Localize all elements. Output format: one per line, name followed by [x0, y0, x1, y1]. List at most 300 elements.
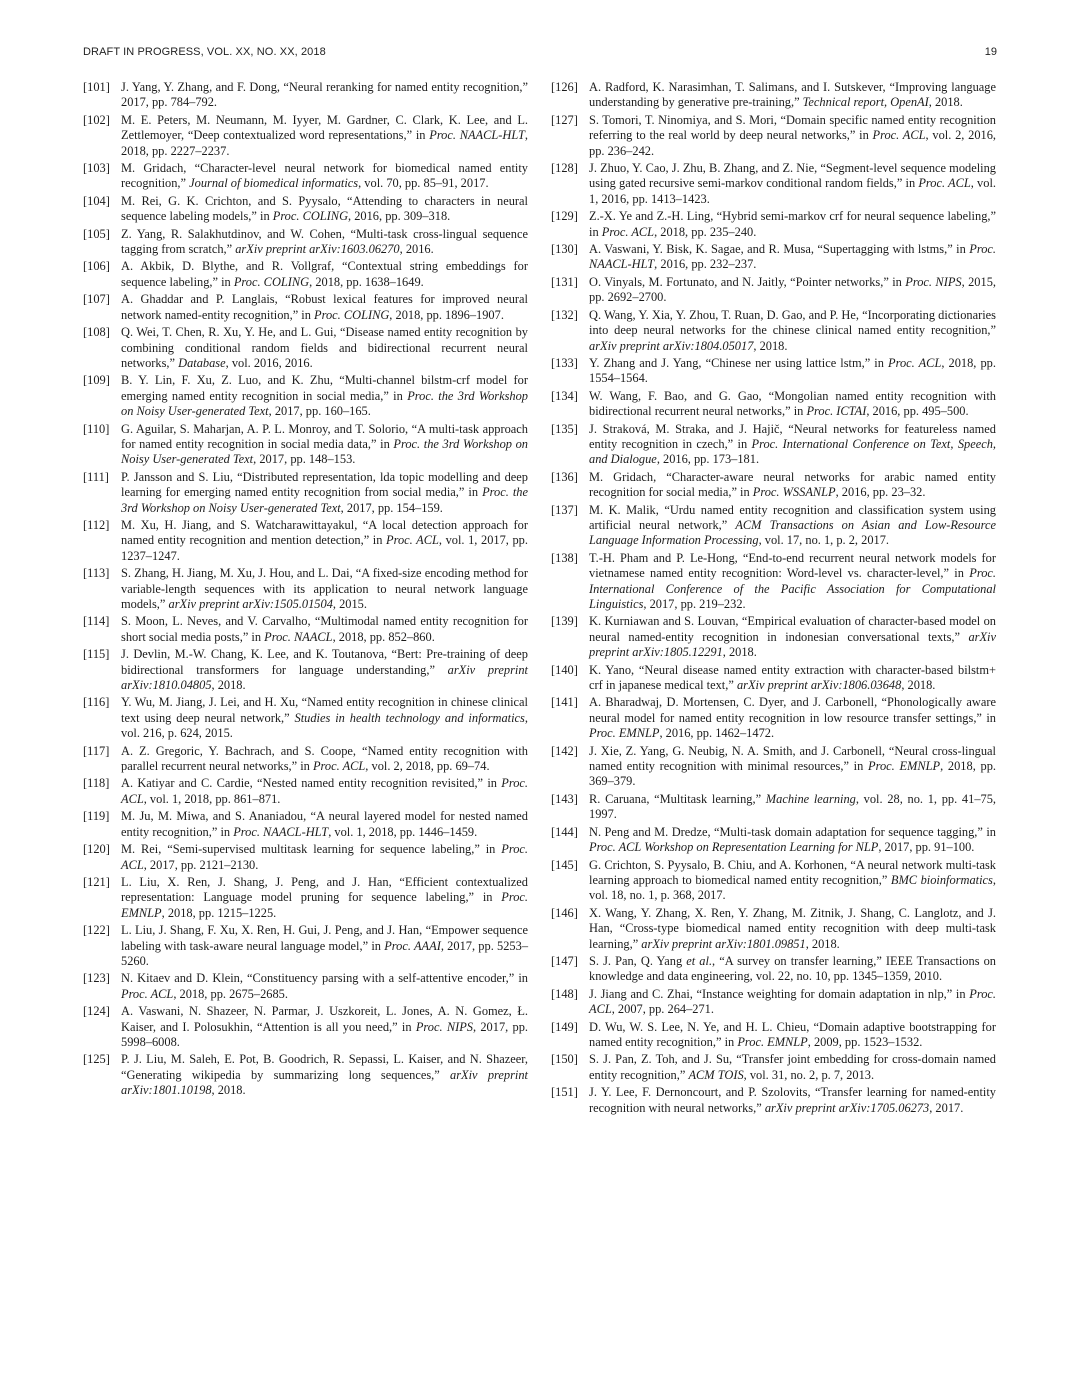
reference-body: P. J. Liu, M. Saleh, E. Pot, B. Goodrich, R. Sepassi, L. Kaiser, and N. Shazeer, “Generating wikipedia by summarizing long sequences,” — [121, 1052, 528, 1082]
reference-body: S. J. Pan, Q. Yang — [589, 953, 687, 968]
reference-venue: arXiv preprint arXiv:1810.04805 — [121, 662, 528, 693]
reference-number: [112] — [83, 517, 110, 532]
reference-text — [589, 825, 996, 856]
reference-details: , 2018. — [901, 678, 936, 693]
reference-number: [123] — [83, 971, 110, 986]
reference-venue: ACM Transactions on Asian and Low-Resource Language Information Processing — [589, 517, 996, 548]
reference-number: [115] — [83, 647, 110, 662]
reference-entry — [83, 776, 528, 807]
reference-body: M. Rei, G. K. Crichton, and S. Pyysalo, “Attending to characters in neural sequence labeling models,” in — [121, 193, 528, 224]
reference-body: A. Akbik, D. Blythe, and R. Vollgraf, “Contextual string embeddings for sequence labeling,” in — [121, 259, 528, 289]
reference-text — [121, 971, 528, 1002]
reference-venue: Proc. ACL Workshop on Representation Learning for NLP — [589, 840, 879, 855]
reference-text — [121, 842, 528, 873]
reference-number: [107] — [83, 292, 110, 307]
reference-text — [121, 227, 528, 258]
reference-entry — [83, 113, 528, 159]
reference-details: , 2018, pp. 369–379. — [589, 759, 996, 789]
reference-entry — [551, 422, 996, 468]
reference-entry — [83, 875, 528, 921]
reference-venue: Proc. COLING — [233, 274, 310, 289]
reference-number: [147] — [551, 953, 578, 968]
reference-details: , vol. 1, 2018, pp. 861–871. — [143, 791, 281, 806]
reference-body: L. Liu, X. Ren, J. Shang, J. Peng, and J. Han, “Efficient contextualized representation: Language model pruning for sequence labeling,” in — [121, 874, 528, 905]
reference-entry — [551, 695, 996, 741]
reference-body: J. Devlin, M.-W. Chang, K. Lee, and K. Toutanova, “Bert: Pre-training of deep bidirectional transformers for language understanding,” — [121, 647, 528, 677]
reference-body: Y. Wu, M. Jiang, J. Lei, and H. Xu, “Named entity recognition in chinese clinical text using deep neural network,” — [121, 695, 528, 725]
reference-venue: Proc. EMNLP — [589, 726, 660, 741]
reference-text — [121, 1004, 528, 1050]
reference-text — [121, 809, 528, 840]
reference-entry — [551, 792, 996, 823]
reference-details: , vol. 2016, 2016. — [225, 355, 313, 370]
reference-number: [139] — [551, 614, 578, 629]
reference-venue: Proc. AAAI — [384, 938, 441, 953]
reference-text — [121, 113, 528, 159]
reference-venue: Proc. ACL — [918, 176, 971, 191]
reference-entry — [551, 825, 996, 856]
reference-number: [111] — [83, 469, 109, 484]
reference-body: J. Zhuo, Y. Cao, J. Zhu, B. Zhang, and Z. Nie, “Segment-level sequence modeling using gated recursive semi-markov conditional random fields,” in — [589, 161, 996, 191]
reference-venue: Proc. NIPS — [905, 274, 962, 289]
reference-body: M. Xu, H. Jiang, and S. Watcharawittayakul, “A local detection approach for named entity recognition and mention detection,” in — [121, 517, 528, 548]
reference-number: [137] — [551, 502, 578, 517]
reference-venue: Proc. ACL — [386, 533, 439, 548]
reference-venue: arXiv preprint arXiv:1806.03648 — [736, 678, 902, 693]
reference-number: [101] — [83, 80, 110, 94]
page-number: 19 — [984, 46, 997, 58]
reference-text — [121, 325, 528, 371]
reference-venue: Database — [178, 355, 226, 370]
reference-body: Y. Zhang and J. Yang, “Chinese ner using lattice lstm,” in — [589, 355, 889, 370]
reference-body: J. Yang, Y. Zhang, and F. Dong, “Neural reranking for named entity recognition,” 2017, pp. 784–792. — [121, 80, 528, 110]
reference-text — [121, 566, 528, 612]
reference-details: , 2016. — [399, 242, 434, 257]
reference-venue: Proc. EMNLP — [737, 1034, 808, 1049]
reference-number: [142] — [551, 743, 578, 758]
reference-venue: Proc. ACL — [312, 759, 366, 774]
reference-body: M. E. Peters, M. Neumann, M. Iyyer, M. Gardner, C. Clark, K. Lee, and L. Zettlemoyer, “Deep contextualized word representations,” in — [121, 112, 528, 143]
reference-text — [589, 422, 996, 468]
reference-number: [119] — [83, 809, 110, 824]
reference-body: S. J. Pan, Z. Toh, and J. Su, “Transfer joint embedding for cross-domain named entity recognition,” — [589, 1052, 996, 1082]
reference-venue: Proc. COLING — [314, 307, 390, 322]
reference-details: , 2007, pp. 264–271. — [611, 1002, 714, 1017]
reference-details: , 2018. — [211, 678, 246, 693]
reference-text — [121, 259, 528, 290]
reference-entry — [551, 470, 996, 501]
reference-venue: Proc. NAACL — [264, 629, 333, 644]
reference-entry — [551, 614, 996, 660]
reference-body: Z.-X. Ye and Z.-H. Ling, “Hybrid semi-markov crf for neural sequence labeling,” in — [589, 209, 996, 239]
reference-text — [121, 744, 528, 775]
reference-text — [589, 209, 996, 240]
reference-body: O. Vinyals, M. Fortunato, and N. Jaitly, “Pointer networks,” in — [589, 274, 906, 289]
reference-details: , 2018, pp. 2227–2237. — [121, 128, 528, 158]
reference-body: A. Bharadwaj, D. Mortensen, C. Dyer, and J. Carbonell, “Phonologically aware neural model for named entity recognition in low resource transfer settings,” in — [589, 695, 996, 725]
reference-venue: Proc. EMNLP — [121, 890, 528, 920]
reference-number: [151] — [551, 1085, 578, 1100]
reference-number: [133] — [551, 355, 578, 370]
reference-text — [589, 551, 996, 613]
reference-details: , 2009, pp. 1523–1532. — [807, 1034, 923, 1049]
reference-details: , vol. 31, no. 2, p. 7, 2013. — [743, 1067, 875, 1082]
reference-venue: arXiv preprint arXiv:1603.06270 — [235, 242, 400, 257]
reference-details: , 2018, pp. 1638–1649. — [309, 274, 424, 289]
reference-details: , 2018, pp. 235–240. — [654, 224, 757, 239]
reference-text — [121, 614, 528, 645]
reference-entry — [551, 906, 996, 952]
reference-entry — [83, 971, 528, 1002]
reference-details: , 2015, pp. 2692–2700. — [589, 274, 996, 305]
reference-details: , 2018, pp. 2675–2685. — [173, 986, 288, 1001]
reference-text — [121, 518, 528, 564]
reference-number: [108] — [83, 325, 110, 340]
reference-entry — [551, 663, 996, 694]
reference-body: A. Katiyar and C. Cardie, “Nested named entity recognition revisited,” in — [121, 776, 502, 791]
reference-details: , vol. 1, 2018, pp. 1446–1459. — [328, 824, 478, 839]
reference-body: A. Z. Gregoric, Y. Bachrach, and S. Coope, “Named entity recognition with parallel recurrent neural networks,” in — [121, 743, 528, 774]
reference-venue: Proc. International Conference of the Pacific Association for Computational Linguistics — [589, 566, 996, 611]
journal-header: DRAFT IN PROGRESS, VOL. XX, NO. XX, 2018 — [83, 46, 326, 58]
reference-venue: ACM TOIS — [688, 1067, 744, 1082]
reference-text — [589, 356, 996, 387]
reference-text — [121, 695, 528, 741]
reference-entry — [83, 325, 528, 371]
reference-venue: Proc. ACL — [121, 842, 528, 872]
reference-entry — [83, 259, 528, 290]
reference-body: M. K. Malik, “Urdu named entity recognition and classification system using artificial neural network,” — [589, 502, 996, 532]
reference-venue: Proc. ACL — [121, 986, 174, 1001]
reference-venue: Proc. ACL — [872, 128, 926, 143]
reference-venue: Proc. NAACL-HLT — [233, 824, 329, 839]
reference-venue: Proc. the 3rd Workshop on Noisy User-generated Text — [121, 485, 528, 515]
reference-body: A. Radford, K. Narasimhan, T. Salimans, and I. Sutskever, “Improving language understanding by generative pre-training,” — [589, 80, 996, 110]
reference-number: [136] — [551, 469, 578, 484]
reference-text — [121, 470, 528, 516]
reference-body: N. Kitaev and D. Klein, “Constituency parsing with a self-attentive encoder,” in — [121, 971, 528, 986]
reference-details: , vol. 70, pp. 85–91, 2017. — [358, 176, 489, 191]
reference-details: , 2017, pp. 91–100. — [878, 840, 975, 855]
reference-text — [121, 373, 528, 419]
reference-details: , 2016, pp. 232–237. — [654, 257, 757, 272]
reference-number: [114] — [83, 614, 110, 629]
reference-details: , 2018, pp. 1554–1564. — [589, 355, 996, 386]
reference-body: P. Jansson and S. Liu, “Distributed representation, lda topic modelling and deep learning for emerging named entity recognition from social media,” in — [121, 469, 528, 500]
reference-body: M. Gridach, “Character-level neural network for biomedical named entity recognition,” — [121, 161, 528, 191]
reference-venue: Proc. EMNLP — [868, 759, 941, 774]
reference-details: , 2016, pp. 495–500. — [866, 404, 969, 419]
reference-entry — [551, 242, 996, 273]
reference-entry — [551, 858, 996, 904]
reference-details: , 2017. — [929, 1100, 964, 1115]
reference-details: , vol. 17, no. 1, p. 2, 2017. — [758, 533, 890, 548]
reference-text — [589, 470, 996, 501]
reference-body: A. Vaswani, N. Shazeer, N. Parmar, J. Uszkoreit, L. Jones, A. N. Gomez, Ł. Kaiser, and I. Polosukhin, “Attention is all you need,” in — [121, 1004, 528, 1034]
reference-details: , 2015. — [332, 597, 367, 611]
reference-body: J. Y. Lee, F. Dernoncourt, and P. Szolovits, “Transfer learning for named-entity recognition with neural networks,” — [589, 1085, 996, 1115]
reference-number: [140] — [551, 662, 578, 677]
reference-entry — [83, 923, 528, 969]
reference-details: , 2018, pp. 1215–1225. — [161, 905, 277, 920]
reference-entry — [551, 551, 996, 613]
reference-details: , 2018, pp. 1896–1907. — [389, 307, 504, 322]
reference-body: W. Wang, F. Bao, and G. Gao, “Mongolian named entity recognition with bidirectional recurrent neural networks,” in — [589, 388, 996, 419]
reference-venue: et al. — [686, 953, 713, 968]
reference-number: [122] — [83, 923, 110, 938]
reference-body: D. Wu, W. S. Lee, N. Ye, and H. L. Chieu, “Domain adaptive bootstrapping for named entity recognition,” in — [589, 1019, 996, 1049]
reference-text — [121, 1052, 528, 1098]
reference-body: Z. Yang, R. Salakhutdinov, and W. Cohen, “Multi-task cross-lingual sequence tagging from scratch,” — [121, 226, 528, 257]
reference-details: , vol. 2, 2016, pp. 236–242. — [589, 128, 996, 158]
reference-number: [132] — [551, 307, 578, 322]
reference-entry — [83, 614, 528, 645]
reference-body: M. Rei, “Semi-supervised multitask learning for sequence labeling,” in — [121, 842, 502, 857]
reference-entry — [83, 80, 528, 111]
reference-body: X. Wang, Y. Zhang, X. Ren, Y. Zhang, M. Zitnik, J. Shang, C. Langlotz, and J. Han, “Cross-type biomedical named entity recognition with deep multi-task learning,” — [589, 905, 996, 951]
reference-text — [589, 744, 996, 790]
reference-details: , vol. 2, 2018, pp. 69–74. — [365, 759, 490, 774]
reference-body: M. Gridach, “Character-aware neural networks for arabic named entity recognition for social media,” in — [589, 469, 996, 500]
reference-number: [150] — [551, 1052, 578, 1067]
reference-number: [124] — [83, 1004, 110, 1019]
reference-venue: Proc. the 3rd Workshop on Noisy User-generated Text — [121, 436, 528, 467]
reference-entry — [83, 842, 528, 873]
reference-details: , 2018. — [211, 1083, 246, 1098]
reference-venue: Proc. ACL — [888, 355, 942, 370]
reference-text — [121, 875, 528, 921]
references-right-column — [551, 80, 996, 1118]
reference-venue: arXiv preprint arXiv:1801.09851 — [641, 936, 806, 951]
reference-details: , 2016, pp. 309–318. — [348, 209, 451, 224]
reference-number: [106] — [83, 259, 110, 274]
reference-number: [127] — [551, 112, 578, 127]
reference-number: [146] — [551, 905, 578, 920]
reference-text — [589, 275, 996, 306]
reference-entry — [551, 1020, 996, 1051]
reference-text — [589, 389, 996, 420]
reference-entry — [551, 356, 996, 387]
reference-text — [121, 647, 528, 693]
reference-details: , 2018, pp. 852–860. — [332, 629, 435, 644]
reference-details: , 2016, pp. 23–32. — [835, 485, 926, 500]
reference-text — [121, 923, 528, 969]
reference-number: [130] — [551, 242, 578, 257]
reference-venue: Machine learning — [765, 791, 856, 806]
reference-text — [589, 1020, 996, 1051]
reference-number: [125] — [83, 1052, 110, 1067]
reference-entry — [551, 308, 996, 354]
reference-text — [589, 161, 996, 207]
reference-entry — [83, 227, 528, 258]
reference-venue: Technical report, OpenAI — [802, 95, 929, 110]
reference-text — [589, 1085, 996, 1116]
reference-entry — [83, 470, 528, 516]
reference-entry — [83, 647, 528, 693]
reference-entry — [551, 389, 996, 420]
reference-body: S. Zhang, H. Jiang, M. Xu, J. Hou, and L. Dai, “A fixed-size encoding method for variable-length sequences with its application to neural network language models,” — [121, 566, 528, 611]
reference-text — [589, 614, 996, 660]
reference-details: , vol. 1, 2017, pp. 1237–1247. — [121, 533, 528, 563]
reference-entry — [551, 987, 996, 1018]
reference-body: R. Caruana, “Multitask learning,” — [589, 791, 766, 806]
reference-number: [103] — [83, 161, 110, 176]
reference-venue: Proc. NIPS — [415, 1019, 473, 1034]
reference-number: [109] — [83, 373, 110, 388]
reference-number: [135] — [551, 421, 578, 436]
reference-venue: arXiv preprint arXiv:1804.05017 — [589, 338, 754, 353]
reference-number: [131] — [551, 274, 578, 289]
reference-venue: arXiv preprint arXiv:1805.12291 — [589, 629, 996, 660]
reference-number: [117] — [83, 743, 110, 758]
reference-text — [121, 80, 528, 111]
reference-details: , 2017, pp. 5253–5260. — [121, 938, 529, 968]
reference-number: [121] — [83, 874, 110, 889]
reference-text — [589, 792, 996, 823]
reference-text — [121, 194, 528, 225]
reference-entry — [83, 161, 528, 192]
reference-number: [116] — [83, 695, 110, 710]
reference-details: , 2018. — [805, 936, 840, 951]
reference-number: [143] — [551, 791, 578, 806]
reference-body: N. Peng and M. Dredze, “Multi-task domain adaptation for sequence tagging,” in — [589, 824, 996, 839]
reference-details: , 2017, pp. 219–232. — [643, 597, 746, 611]
reference-venue: Proc. ACL — [589, 986, 996, 1017]
reference-entry — [551, 954, 996, 985]
reference-body: K. Yano, “Neural disease named entity extraction with character-based bilstm+ crf in japanese medical text,” — [589, 662, 996, 693]
reference-text — [589, 113, 996, 159]
reference-details: , 2017, pp. 160–165. — [268, 404, 371, 419]
reference-number: [118] — [83, 776, 110, 791]
reference-details: , 2016, pp. 173–181. — [656, 452, 760, 467]
reference-text — [589, 906, 996, 952]
reference-body: Q. Wang, Y. Xia, Y. Zhou, T. Ruan, D. Gao, and P. He, “Incorporating dictionaries into deep neural networks for the chinese clinical named entity recognition,” — [589, 307, 996, 338]
reference-number: [126] — [551, 80, 578, 94]
reference-venue: Proc. ICTAI — [806, 404, 867, 419]
reference-details: , vol. 1, 2016, pp. 1413–1423. — [589, 176, 996, 206]
reference-details: , 2016, pp. 1462–1472. — [659, 726, 775, 741]
reference-entry — [83, 518, 528, 564]
reference-venue: arXiv preprint arXiv:1801.10198 — [121, 1067, 528, 1098]
reference-venue: Proc. ACL — [121, 776, 528, 806]
reference-venue: Proc. ACL — [601, 224, 655, 239]
reference-venue: Proc. COLING — [272, 209, 349, 224]
reference-entry — [83, 292, 528, 323]
reference-entry — [551, 1085, 996, 1116]
reference-body: S. Tomori, T. Ninomiya, and S. Mori, “Domain specific named entity recognition referring to the real world by deep neural networks,” in — [589, 112, 996, 143]
reference-entry — [551, 161, 996, 207]
reference-venue: Proc. NAACL-HLT — [589, 242, 996, 272]
reference-body: J. Jiang and C. Zhai, “Instance weighting for domain adaptation in nlp,” in — [589, 986, 970, 1001]
reference-details: , 2017, pp. 5998–6008. — [121, 1019, 528, 1049]
reference-entry — [551, 275, 996, 306]
reference-venue: arXiv preprint arXiv:1705.06273 — [764, 1100, 930, 1115]
reference-number: [104] — [83, 193, 110, 208]
reference-body: K. Kurniawan and S. Louvan, “Empirical evaluation of character-based model on neural named-entity recognition in indonesian conversational texts,” — [589, 614, 996, 644]
reference-details: , vol. 28, no. 1, pp. 41–75, 1997. — [589, 791, 997, 822]
reference-body: G. Crichton, S. Pyysalo, B. Chiu, and A. Korhonen, “A neural network multi-task learning approach to biomedical named entity recognition,” — [589, 857, 996, 887]
reference-body: J. Xie, Z. Yang, G. Neubig, N. A. Smith, and J. Carbonell, “Neural cross-lingual named entity recognition with minimal resources,” in — [589, 743, 996, 774]
reference-text — [589, 858, 996, 904]
reference-number: [120] — [83, 842, 110, 857]
reference-entry — [83, 422, 528, 468]
reference-entry — [83, 1052, 528, 1098]
reference-text — [589, 242, 996, 273]
reference-details: , vol. 18, no. 1, p. 368, 2017. — [589, 872, 996, 903]
reference-entry — [83, 1004, 528, 1050]
reference-entry — [551, 1052, 996, 1083]
reference-entry — [83, 744, 528, 775]
reference-entry — [83, 809, 528, 840]
reference-body: G. Aguilar, S. Maharjan, A. P. L. Monroy, and T. Solorio, “A multi-task approach for named entity recognition in social media data,” in — [121, 421, 528, 451]
reference-number: [110] — [83, 421, 110, 436]
reference-text — [589, 80, 996, 111]
reference-text — [589, 503, 996, 549]
reference-text — [589, 663, 996, 694]
reference-entry — [83, 566, 528, 612]
reference-body: T.-H. Pham and P. Le-Hong, “End-to-end recurrent neural network models for vietnamese named entity recognition: Word-level vs. character-level,” in — [589, 550, 996, 581]
reference-entry — [83, 373, 528, 419]
reference-number: [129] — [551, 209, 578, 224]
reference-entry — [83, 695, 528, 741]
reference-entry — [83, 194, 528, 225]
running-header — [83, 46, 997, 64]
reference-number: [149] — [551, 1019, 578, 1034]
reference-text — [121, 161, 528, 192]
reference-number: [128] — [551, 161, 578, 176]
reference-number: [145] — [551, 857, 578, 872]
reference-venue: Journal of biomedical informatics — [189, 176, 359, 191]
reference-venue: arXiv preprint arXiv:1505.01504 — [168, 597, 333, 611]
reference-venue: Proc. International Conference on Text, Speech, and Dialogue — [589, 436, 997, 467]
reference-body: S. Moon, L. Neves, and V. Carvalho, “Multimodal named entity recognition for short social media posts,” in — [121, 614, 528, 644]
reference-text — [589, 987, 996, 1018]
reference-text — [589, 695, 996, 741]
reference-venue: Proc. the 3rd Workshop on Noisy User-generated Text — [121, 388, 528, 419]
reference-body: A. Vaswani, Y. Bisk, K. Sagae, and R. Musa, “Supertagging with lstms,” in — [589, 242, 970, 257]
reference-entry — [551, 209, 996, 240]
reference-entry — [551, 744, 996, 790]
reference-number: [141] — [551, 695, 578, 710]
reference-details: , 2018. — [753, 338, 788, 353]
reference-number: [105] — [83, 226, 110, 241]
reference-number: [102] — [83, 112, 110, 127]
reference-number: [138] — [551, 550, 578, 565]
reference-text — [589, 954, 996, 985]
reference-venue: BMC bioinformatics — [890, 872, 993, 887]
reference-text — [121, 422, 528, 468]
reference-text — [121, 292, 528, 323]
reference-details: , 2018. — [928, 95, 963, 110]
reference-entry — [551, 503, 996, 549]
references-left-column — [83, 80, 528, 1101]
reference-details: , 2017, pp. 154–159. — [340, 500, 443, 515]
reference-body: A. Ghaddar and P. Langlais, “Robust lexical features for improved neural network named-entity recognition,” in — [121, 292, 528, 322]
reference-body: M. Ju, M. Miwa, and S. Ananiadou, “A neural layered model for nested named entity recognition,” in — [121, 809, 528, 839]
reference-text — [589, 308, 996, 354]
reference-text — [589, 1052, 996, 1083]
reference-body: J. Straková, M. Straka, and J. Hajič, “Neural networks for featureless named entity recognition in czech,” in — [589, 421, 996, 451]
reference-entry — [551, 80, 996, 111]
reference-number: [144] — [551, 824, 578, 839]
reference-details: , vol. 216, p. 624, 2015. — [121, 710, 528, 741]
reference-venue: Proc. NAACL-HLT — [429, 128, 525, 143]
reference-number: [113] — [83, 566, 110, 581]
reference-entry — [551, 113, 996, 159]
reference-text — [121, 776, 528, 807]
reference-body: Q. Wei, T. Chen, R. Xu, Y. He, and L. Gui, “Disease named entity recognition by combining conditional random fields and bidirectional recurrent neural networks,” — [121, 325, 528, 370]
reference-body: L. Liu, J. Shang, F. Xu, X. Ren, H. Gui, J. Peng, and J. Han, “Empower sequence labeling with task-aware neural language model,” in — [121, 923, 528, 953]
